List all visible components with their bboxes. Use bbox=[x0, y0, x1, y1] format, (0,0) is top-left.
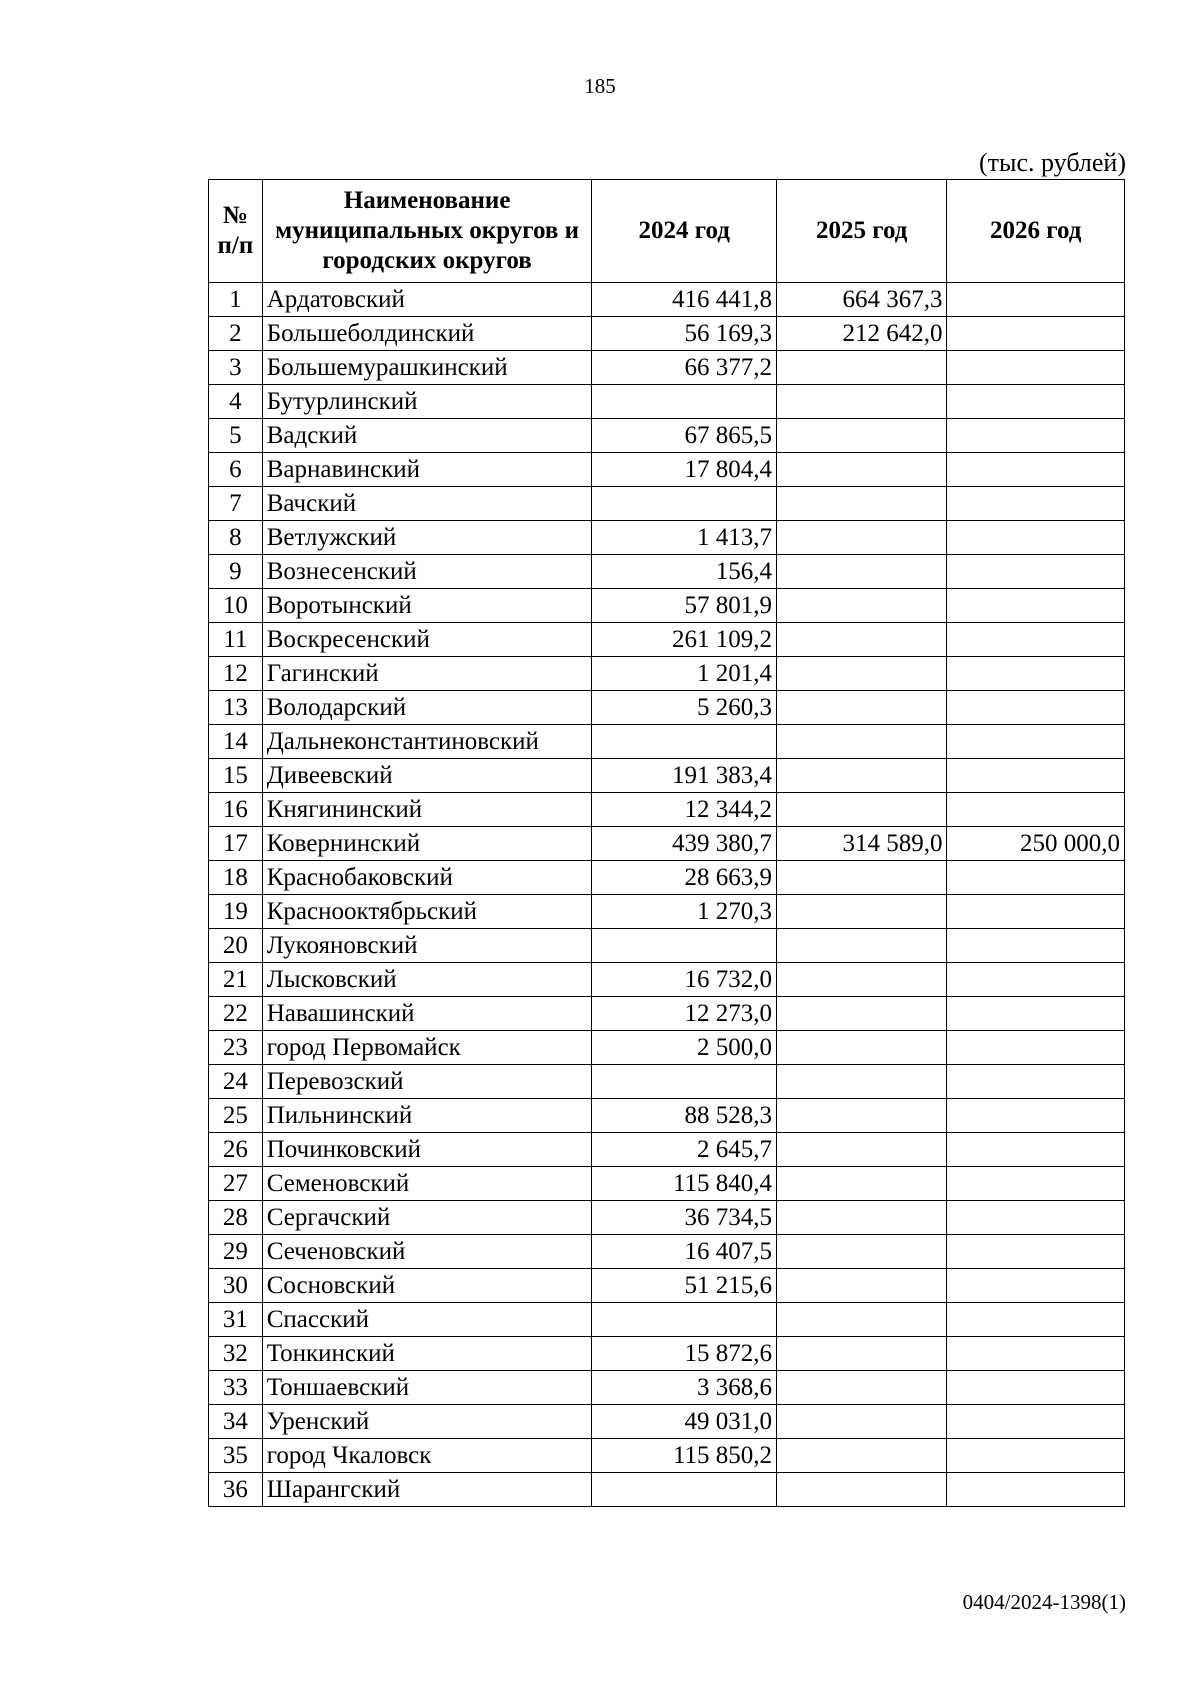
value-2025 bbox=[777, 759, 947, 793]
table-row bbox=[209, 895, 1125, 929]
row-number: 19 bbox=[209, 895, 263, 929]
table-row bbox=[209, 827, 1125, 861]
row-number: 10 bbox=[209, 589, 263, 623]
row-number: 35 bbox=[209, 1439, 263, 1473]
value-2024: 2 500,0 bbox=[592, 1031, 777, 1065]
district-name: Дивеевский bbox=[262, 759, 592, 793]
value-2025 bbox=[777, 1065, 947, 1099]
header-2025: 2025 год bbox=[777, 180, 947, 283]
table-row bbox=[209, 385, 1125, 419]
value-2025: 314 589,0 bbox=[777, 827, 947, 861]
value-2026 bbox=[947, 1201, 1125, 1235]
value-2024: 191 383,4 bbox=[592, 759, 777, 793]
value-2025 bbox=[777, 963, 947, 997]
value-2025 bbox=[777, 419, 947, 453]
value-2025 bbox=[777, 1201, 947, 1235]
row-number: 26 bbox=[209, 1133, 263, 1167]
value-2026 bbox=[947, 929, 1125, 963]
district-name: Варнавинский bbox=[262, 453, 592, 487]
value-2026 bbox=[947, 1371, 1125, 1405]
value-2026 bbox=[947, 861, 1125, 895]
value-2025 bbox=[777, 1235, 947, 1269]
row-number: 4 bbox=[209, 385, 263, 419]
value-2025 bbox=[777, 1371, 947, 1405]
table-row bbox=[209, 1031, 1125, 1065]
value-2025 bbox=[777, 623, 947, 657]
value-2024: 1 201,4 bbox=[592, 657, 777, 691]
row-number: 36 bbox=[209, 1473, 263, 1507]
value-2026 bbox=[947, 1235, 1125, 1269]
row-number: 27 bbox=[209, 1167, 263, 1201]
district-name: Вачский bbox=[262, 487, 592, 521]
value-2026 bbox=[947, 1473, 1125, 1507]
district-name: Гагинский bbox=[262, 657, 592, 691]
value-2026 bbox=[947, 1099, 1125, 1133]
district-name: Ветлужский bbox=[262, 521, 592, 555]
value-2025 bbox=[777, 1133, 947, 1167]
value-2026 bbox=[947, 351, 1125, 385]
value-2024: 17 804,4 bbox=[592, 453, 777, 487]
row-number: 17 bbox=[209, 827, 263, 861]
value-2025 bbox=[777, 1099, 947, 1133]
value-2024: 439 380,7 bbox=[592, 827, 777, 861]
district-name: Шарангский bbox=[262, 1473, 592, 1507]
table-row bbox=[209, 1133, 1125, 1167]
value-2026 bbox=[947, 963, 1125, 997]
value-2024: 261 109,2 bbox=[592, 623, 777, 657]
row-number: 15 bbox=[209, 759, 263, 793]
value-2024: 156,4 bbox=[592, 555, 777, 589]
district-name: Сосновский bbox=[262, 1269, 592, 1303]
district-name: Семеновский bbox=[262, 1167, 592, 1201]
table-row bbox=[209, 1167, 1125, 1201]
table-row bbox=[209, 963, 1125, 997]
district-name: Перевозский bbox=[262, 1065, 592, 1099]
table-row bbox=[209, 351, 1125, 385]
table-row bbox=[209, 589, 1125, 623]
table-row bbox=[209, 521, 1125, 555]
value-2025 bbox=[777, 793, 947, 827]
value-2025 bbox=[777, 351, 947, 385]
table-row bbox=[209, 1371, 1125, 1405]
district-name: Тоншаевский bbox=[262, 1371, 592, 1405]
row-number: 30 bbox=[209, 1269, 263, 1303]
value-2025 bbox=[777, 453, 947, 487]
value-2024 bbox=[592, 725, 777, 759]
value-2024 bbox=[592, 929, 777, 963]
value-2024: 115 850,2 bbox=[592, 1439, 777, 1473]
value-2025 bbox=[777, 589, 947, 623]
value-2024: 12 273,0 bbox=[592, 997, 777, 1031]
row-number: 29 bbox=[209, 1235, 263, 1269]
header-row bbox=[209, 180, 1125, 283]
district-name: Сергачский bbox=[262, 1201, 592, 1235]
value-2024: 2 645,7 bbox=[592, 1133, 777, 1167]
table-row bbox=[209, 1235, 1125, 1269]
district-name: Вознесенский bbox=[262, 555, 592, 589]
row-number: 11 bbox=[209, 623, 263, 657]
value-2026 bbox=[947, 521, 1125, 555]
district-name: Пильнинский bbox=[262, 1099, 592, 1133]
row-number: 34 bbox=[209, 1405, 263, 1439]
row-number: 31 bbox=[209, 1303, 263, 1337]
value-2026 bbox=[947, 1031, 1125, 1065]
value-2026 bbox=[947, 385, 1125, 419]
value-2025 bbox=[777, 861, 947, 895]
value-2025 bbox=[777, 725, 947, 759]
value-2025 bbox=[777, 1473, 947, 1507]
table-row bbox=[209, 623, 1125, 657]
value-2025 bbox=[777, 385, 947, 419]
value-2026 bbox=[947, 555, 1125, 589]
row-number: 18 bbox=[209, 861, 263, 895]
district-name: Лысковский bbox=[262, 963, 592, 997]
row-number: 21 bbox=[209, 963, 263, 997]
value-2026 bbox=[947, 1133, 1125, 1167]
value-2024: 51 215,6 bbox=[592, 1269, 777, 1303]
row-number: 9 bbox=[209, 555, 263, 589]
district-name: Спасский bbox=[262, 1303, 592, 1337]
district-name: Тонкинский bbox=[262, 1337, 592, 1371]
value-2026: 250 000,0 bbox=[947, 827, 1125, 861]
value-2026 bbox=[947, 453, 1125, 487]
value-2025 bbox=[777, 657, 947, 691]
value-2025: 664 367,3 bbox=[777, 283, 947, 317]
district-name: Княгининский bbox=[262, 793, 592, 827]
table-row bbox=[209, 555, 1125, 589]
value-2026 bbox=[947, 997, 1125, 1031]
row-number: 20 bbox=[209, 929, 263, 963]
value-2025 bbox=[777, 1031, 947, 1065]
row-number: 25 bbox=[209, 1099, 263, 1133]
value-2026 bbox=[947, 793, 1125, 827]
district-name: Ковернинский bbox=[262, 827, 592, 861]
district-name: Лукояновский bbox=[262, 929, 592, 963]
row-number: 2 bbox=[209, 317, 263, 351]
district-name: Краснобаковский bbox=[262, 861, 592, 895]
row-number: 12 bbox=[209, 657, 263, 691]
value-2025 bbox=[777, 555, 947, 589]
value-2025 bbox=[777, 1167, 947, 1201]
district-name: Навашинский bbox=[262, 997, 592, 1031]
table-row bbox=[209, 1065, 1125, 1099]
table-row bbox=[209, 453, 1125, 487]
table-row bbox=[209, 1201, 1125, 1235]
row-number: 1 bbox=[209, 283, 263, 317]
value-2024: 88 528,3 bbox=[592, 1099, 777, 1133]
table-row bbox=[209, 691, 1125, 725]
units-label: (тыс. рублей) bbox=[978, 148, 1126, 177]
value-2024: 67 865,5 bbox=[592, 419, 777, 453]
district-name: Дальнеконстантиновский bbox=[262, 725, 592, 759]
value-2026 bbox=[947, 1269, 1125, 1303]
row-number: 24 bbox=[209, 1065, 263, 1099]
value-2025 bbox=[777, 1439, 947, 1473]
value-2025: 212 642,0 bbox=[777, 317, 947, 351]
value-2024 bbox=[592, 487, 777, 521]
district-name: Уренский bbox=[262, 1405, 592, 1439]
row-number: 16 bbox=[209, 793, 263, 827]
value-2024: 16 407,5 bbox=[592, 1235, 777, 1269]
value-2026 bbox=[947, 589, 1125, 623]
value-2026 bbox=[947, 623, 1125, 657]
row-number: 33 bbox=[209, 1371, 263, 1405]
value-2024: 15 872,6 bbox=[592, 1337, 777, 1371]
table-row bbox=[209, 1303, 1125, 1337]
value-2026 bbox=[947, 317, 1125, 351]
table-row bbox=[209, 283, 1125, 317]
value-2024 bbox=[592, 1065, 777, 1099]
value-2024: 3 368,6 bbox=[592, 1371, 777, 1405]
value-2024 bbox=[592, 1473, 777, 1507]
row-number: 3 bbox=[209, 351, 263, 385]
value-2024: 49 031,0 bbox=[592, 1405, 777, 1439]
district-name: Большеболдинский bbox=[262, 317, 592, 351]
value-2024: 115 840,4 bbox=[592, 1167, 777, 1201]
value-2024: 56 169,3 bbox=[592, 317, 777, 351]
table-row bbox=[209, 929, 1125, 963]
value-2025 bbox=[777, 997, 947, 1031]
row-number: 7 bbox=[209, 487, 263, 521]
district-name: Ардатовский bbox=[262, 283, 592, 317]
value-2026 bbox=[947, 1167, 1125, 1201]
value-2025 bbox=[777, 487, 947, 521]
page-number: 185 bbox=[584, 74, 616, 98]
district-name: Воскресенский bbox=[262, 623, 592, 657]
value-2026 bbox=[947, 1337, 1125, 1371]
value-2024: 36 734,5 bbox=[592, 1201, 777, 1235]
table-row bbox=[209, 1439, 1125, 1473]
value-2025 bbox=[777, 1337, 947, 1371]
table-row bbox=[209, 997, 1125, 1031]
value-2024: 416 441,8 bbox=[592, 283, 777, 317]
value-2026 bbox=[947, 1065, 1125, 1099]
value-2026 bbox=[947, 657, 1125, 691]
district-name: Сеченовский bbox=[262, 1235, 592, 1269]
value-2024: 66 377,2 bbox=[592, 351, 777, 385]
table-body bbox=[209, 283, 1125, 1507]
value-2025 bbox=[777, 691, 947, 725]
table-row bbox=[209, 1269, 1125, 1303]
table-row bbox=[209, 1405, 1125, 1439]
value-2026 bbox=[947, 1439, 1125, 1473]
row-number: 5 bbox=[209, 419, 263, 453]
value-2024 bbox=[592, 385, 777, 419]
table-row bbox=[209, 1337, 1125, 1371]
value-2026 bbox=[947, 1303, 1125, 1337]
value-2025 bbox=[777, 521, 947, 555]
district-name: Большемурашкинский bbox=[262, 351, 592, 385]
document-code: 0404/2024-1398(1) bbox=[962, 1590, 1126, 1614]
header-name: Наименование муниципальных округов и городских округов bbox=[262, 180, 592, 283]
value-2026 bbox=[947, 419, 1125, 453]
value-2024: 28 663,9 bbox=[592, 861, 777, 895]
row-number: 14 bbox=[209, 725, 263, 759]
value-2024: 1 413,7 bbox=[592, 521, 777, 555]
value-2026 bbox=[947, 725, 1125, 759]
district-name: город Первомайск bbox=[262, 1031, 592, 1065]
row-number: 22 bbox=[209, 997, 263, 1031]
header-2024: 2024 год bbox=[592, 180, 777, 283]
value-2024: 12 344,2 bbox=[592, 793, 777, 827]
header-num: № п/п bbox=[209, 180, 263, 283]
value-2025 bbox=[777, 1303, 947, 1337]
table-row bbox=[209, 1099, 1125, 1133]
table-row bbox=[209, 793, 1125, 827]
table-row bbox=[209, 861, 1125, 895]
district-name: Вадский bbox=[262, 419, 592, 453]
value-2026 bbox=[947, 283, 1125, 317]
header-2026: 2026 год bbox=[947, 180, 1125, 283]
value-2024: 5 260,3 bbox=[592, 691, 777, 725]
value-2026 bbox=[947, 1405, 1125, 1439]
value-2026 bbox=[947, 895, 1125, 929]
value-2024: 1 270,3 bbox=[592, 895, 777, 929]
district-name: Воротынский bbox=[262, 589, 592, 623]
district-name: Починковский bbox=[262, 1133, 592, 1167]
district-name: Краснооктябрьский bbox=[262, 895, 592, 929]
row-number: 32 bbox=[209, 1337, 263, 1371]
value-2024: 57 801,9 bbox=[592, 589, 777, 623]
row-number: 23 bbox=[209, 1031, 263, 1065]
table-row bbox=[209, 1473, 1125, 1507]
value-2025 bbox=[777, 929, 947, 963]
value-2025 bbox=[777, 1269, 947, 1303]
table-header bbox=[209, 180, 1125, 283]
table-row bbox=[209, 419, 1125, 453]
row-number: 28 bbox=[209, 1201, 263, 1235]
table-row bbox=[209, 759, 1125, 793]
value-2026 bbox=[947, 487, 1125, 521]
district-name: Володарский bbox=[262, 691, 592, 725]
row-number: 6 bbox=[209, 453, 263, 487]
table-row bbox=[209, 487, 1125, 521]
district-name: Бутурлинский bbox=[262, 385, 592, 419]
value-2024: 16 732,0 bbox=[592, 963, 777, 997]
table-row bbox=[209, 725, 1125, 759]
value-2025 bbox=[777, 895, 947, 929]
value-2026 bbox=[947, 691, 1125, 725]
district-name: город Чкаловск bbox=[262, 1439, 592, 1473]
row-number: 13 bbox=[209, 691, 263, 725]
table-row bbox=[209, 317, 1125, 351]
budget-table bbox=[208, 179, 1125, 1507]
value-2024 bbox=[592, 1303, 777, 1337]
value-2026 bbox=[947, 759, 1125, 793]
row-number: 8 bbox=[209, 521, 263, 555]
table-row bbox=[209, 657, 1125, 691]
value-2025 bbox=[777, 1405, 947, 1439]
